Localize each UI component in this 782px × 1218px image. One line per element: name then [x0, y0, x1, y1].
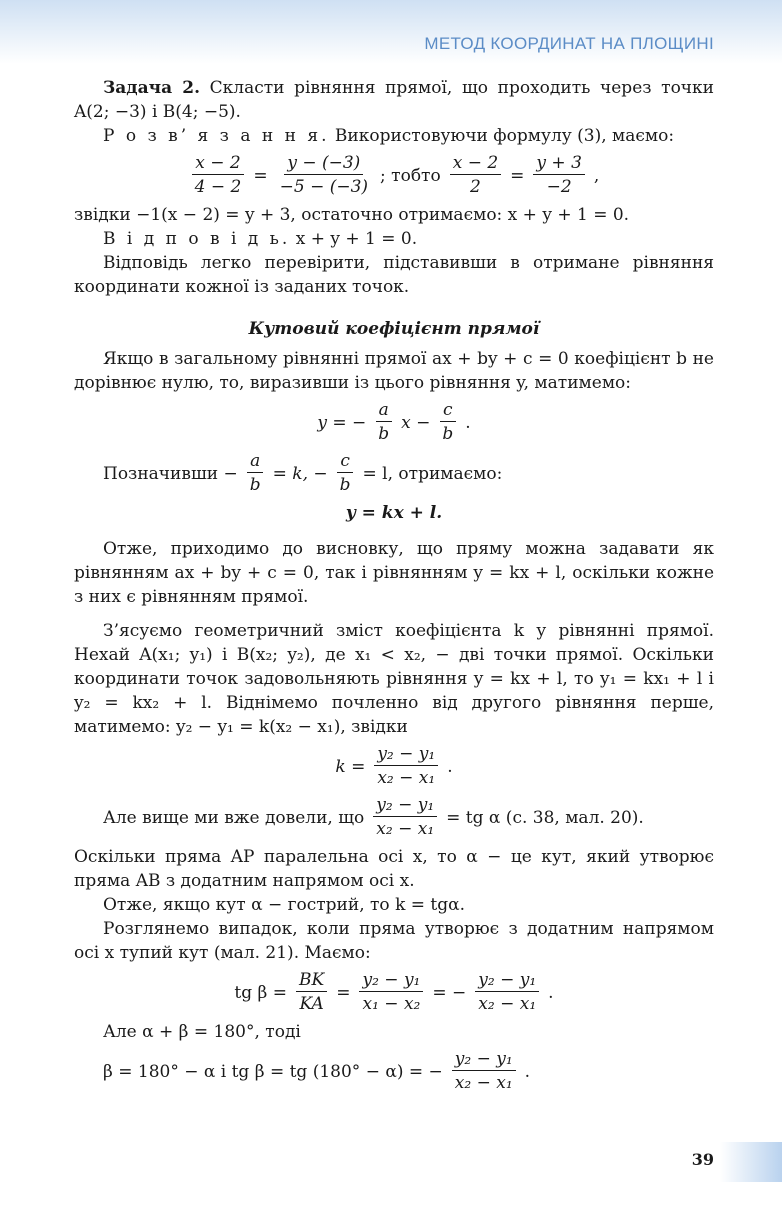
paragraph-parallel: Оскільки пряма AP паралельна осі x, то α − це кут, який утворює пряма AB з додатним напрямом осі x. — [74, 847, 714, 891]
notation-line: Позначивши − $\frac{a}{b}$ = k, − $\frac{c}{b}$ = l, отримаємо: — [103, 451, 503, 495]
equation-k: k = $\frac{\text{y₂ − y₁}}{\text{x₂ − x₁}}$ . — [335, 744, 453, 788]
paragraph-acute: Отже, якщо кут α − гострий, то k = tgα. — [103, 895, 466, 915]
solution-intro: Р о з в’ я з а н н я. Використовуючи формулу (3), маємо: — [103, 126, 675, 146]
task-label: Задача 2. — [103, 78, 200, 98]
fraction-2: $\frac{y - (-3)}{-5 - (-3)}$ — [279, 153, 369, 197]
equation-y-expressed: y = − $\frac{a}{b}$ x − $\frac{c}{b}$ . — [317, 400, 471, 444]
paragraph-obtuse: Розглянемо випадок, коли пряма утворює з додатним напрямом осі x тупий кут (мал. 21). Маємо: — [74, 919, 714, 963]
page-corner-tab — [720, 1142, 782, 1182]
fraction-4: $\frac{y + 3}{-2}$ — [533, 152, 584, 199]
page-number: 39 — [691, 1150, 714, 1169]
paragraph-geometric-meaning: З’ясуємо геометричний зміст коефіцієнта k у рівнянні прямої. Нехай A(x₁; y₁) і B(x₂; y₂), де x₁ < x₂, − дві точки прямої. Оскільки координати точок задовольняють рівняння y = kx + l, то y₁ = kx₁ + l і y₂ = kx₂ + l. Віднімемо почленно від другого рівняння перше, матимемо: y₂ − y₁ = k(x₂ − x₁), звідки — [74, 621, 714, 737]
section-title: Кутовий коефіцієнт прямої — [248, 319, 540, 339]
task-statement: Задача 2. Скласти рівняння прямої, що проходить через точки A(2; −3) і B(4; −5). — [74, 78, 715, 122]
equation-beta: β = 180° − α і tg β = tg (180° − α) = − $\frac{\text{y₂ − y₁}}{\text{x₂ − x₁}}$ . — [103, 1049, 531, 1093]
running-title: МЕТОД КООРДИНАТ НА ПЛОЩИНІ — [424, 34, 714, 53]
answer-label: В і д п о в і д ь. — [103, 229, 291, 249]
paragraph-sum-angles: Але α + β = 180°, тоді — [103, 1022, 301, 1042]
equation-slope-form: y = kx + l. — [345, 503, 443, 523]
fraction-3: $\frac{x - 2}{2}$ — [450, 152, 501, 199]
paragraph-conclusion: Отже, приходимо до висновку, що пряму можна задавати як рівнянням ax + by + c = 0, так і рівнянням y = kx + l, оскільки кожне з них є рівнянням прямої. — [74, 539, 714, 607]
equation-tg-beta: tg β = $\frac{BK}{KA}$ = $\frac{\text{y₂ − y₁}}{\text{x₁ − x₂}}$ = − $\frac{\text{y₂ − y₁}}{\text{x₂ − x₁}}$ . — [234, 970, 554, 1014]
equation-tg-alpha: Але вище ми вже довели, що $\frac{\text{y₂ − y₁}}{\text{x₂ − x₁}}$ = tg α (с. 38, мал. 20). — [103, 795, 644, 839]
solution-label: Р о з в’ я з а н н я. — [103, 126, 330, 146]
answer-line: В і д п о в і д ь. x + y + 1 = 0. — [103, 229, 418, 249]
derivation-line: звідки −1(x − 2) = y + 3, остаточно отримаємо: x + y + 1 = 0. — [74, 205, 630, 225]
fraction-1: $\frac{x - 2}{4 - 2}$ — [192, 152, 245, 199]
check-note: Відповідь легко перевірити, підставивши в отримане рівняння координати кожної із заданих точок. — [74, 253, 714, 297]
equation-task: $\frac{x - 2}{4 - 2}$ = $\frac{y - (-3)}{-5 - (-3)}$ ; тобто $\frac{x - 2}{2}$ = $\frac{y + 3}{-2}$ , — [74, 152, 714, 199]
header-band — [0, 0, 782, 64]
page-content — [74, 76, 714, 1099]
paragraph-general-equation: Якщо в загальному рівнянні прямої ax + by + c = 0 коефіцієнт b не дорівнює нулю, то, виразивши із цього рівняння y, матимемо: — [74, 349, 714, 393]
